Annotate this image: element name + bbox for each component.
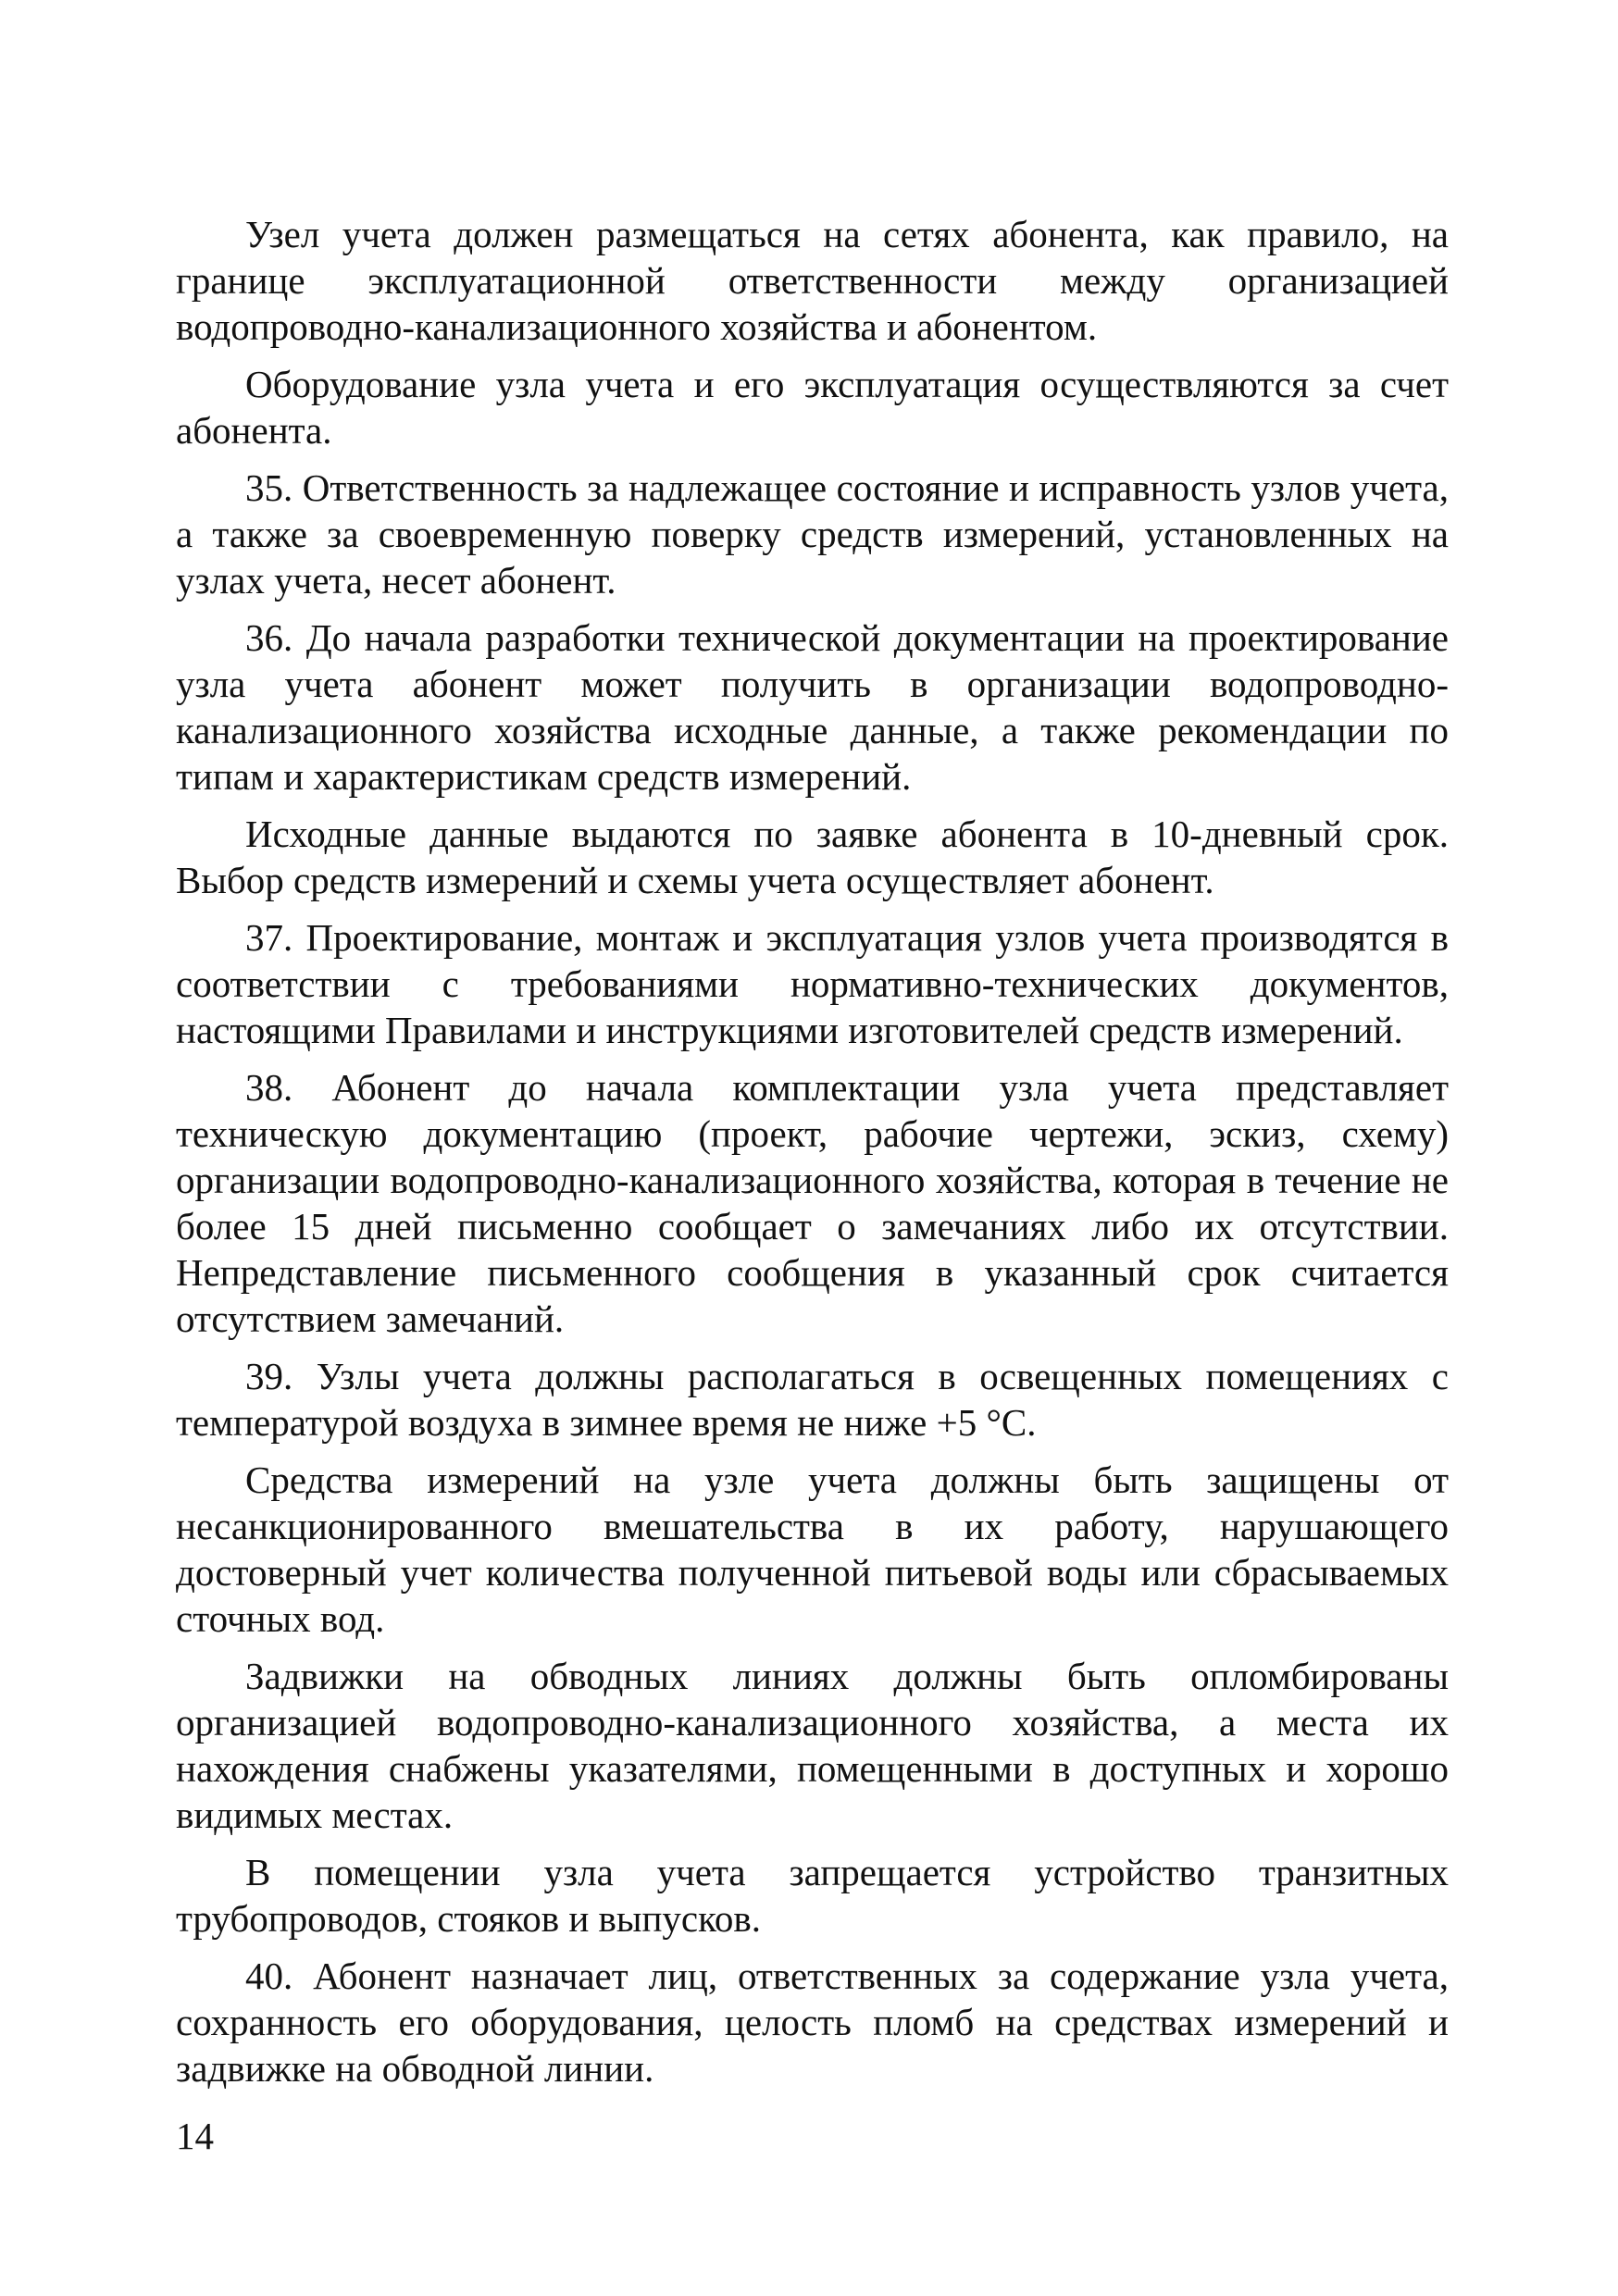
paragraph: В помещении узла учета запрещается устройство транзитных трубопроводов, стояков и выпусков. <box>176 1851 1449 1940</box>
paragraph-item-37: 37. Проектирование, монтаж и эксплуатация узлов учета производятся в соответствии с требованиями нормативно-технических документов, настоящими Правилами и инструкциями изготовителей средств измерений. <box>176 916 1449 1051</box>
paragraph-item-40: 40. Абонент назначает лиц, ответственных за содержание узла учета, сохранность его оборудования, целость пломб на средствах измерений и задвижке на обводной линии. <box>176 1955 1449 2090</box>
paragraph-item-35: 35. Ответственность за надлежащее состояние и исправность узлов учета, а также за своевременную поверку средств измерений, установленных на узлах учета, несет абонент. <box>176 466 1449 602</box>
paragraph: Оборудование узла учета и его эксплуатация осуществляются за счет абонента. <box>176 363 1449 452</box>
paragraph: Задвижки на обводных линиях должны быть опломбированы организацией водопроводно-канализационного хозяйства, а места их нахождения снабжены указателями, помещенными в доступных и хорошо видимых местах. <box>176 1655 1449 1836</box>
paragraph-item-38: 38. Абонент до начала комплектации узла учета представляет техническую документацию (проект, рабочие чертежи, эскиз, схему) организации водопроводно-канализационного хозяйства, которая в течение не более 15 дней письменно сообщает о замечаниях либо их отсутствии. Непредставление письменного сообщения в указанный срок считается отсутствием замечаний. <box>176 1066 1449 1340</box>
paragraph: Средства измерений на узле учета должны быть защищены от несанкционированного вмешательства в их работу, нарушающего достоверный учет количества полученной питьевой воды или сбрасываемых сточных вод. <box>176 1458 1449 1640</box>
body-text <box>176 211 1449 2103</box>
page-number: 14 <box>176 2115 214 2157</box>
paragraph: Узел учета должен размещаться на сетях абонента, как правило, на границе эксплуатационной ответственности между организацией водопроводно-канализационного хозяйства и абонентом. <box>176 213 1449 348</box>
paragraph: Исходные данные выдаются по заявке абонента в 10-дневный срок. Выбор средств измерений и схемы учета осуществляет абонент. <box>176 813 1449 901</box>
paragraph-item-39: 39. Узлы учета должны располагаться в освещенных помещениях с температурой воздуха в зимнее время не ниже +5 °С. <box>176 1355 1449 1444</box>
paragraph-item-36: 36. До начала разработки технической документации на проектирование узла учета абонент может получить в организации водопроводно-канализационного хозяйства исходные данные, а также рекомендации по типам и характеристикам средств измерений. <box>176 616 1449 798</box>
